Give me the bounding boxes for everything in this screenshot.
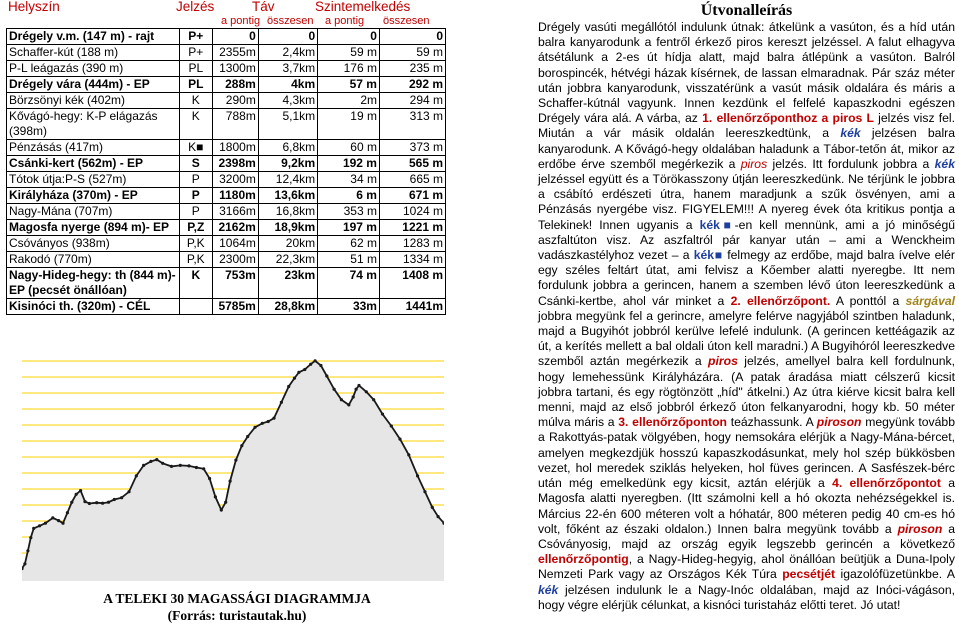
route-table	[6, 28, 446, 315]
elevation-to-point: 74 m	[318, 268, 380, 299]
route-mark: P+	[179, 45, 212, 61]
elevation-total: 565 m	[379, 156, 445, 172]
elevation-total: 665 m	[379, 172, 445, 188]
elevation-point	[88, 502, 91, 505]
route-mark: P+	[179, 29, 212, 45]
distance-to-point: 1064m	[213, 236, 259, 252]
elevation-point	[340, 398, 343, 401]
elevation-point	[44, 522, 47, 525]
elevation-point	[214, 495, 217, 498]
elevation-total: 1408 m	[379, 268, 445, 299]
route-mark: P	[179, 204, 212, 220]
header-szint-osszesen: összesen	[383, 15, 430, 27]
distance-to-point: 0	[213, 29, 259, 45]
elevation-total: 671 m	[379, 188, 445, 204]
elevation-to-point: 353 m	[318, 204, 380, 220]
header-tav-osszesen: összesen	[267, 15, 314, 27]
checkpoint-1: 1. ellenőrzőponthoz a piros L	[702, 111, 874, 126]
route-mark	[179, 299, 212, 315]
distance-total: 3,7km	[258, 61, 317, 77]
route-mark: P	[179, 172, 212, 188]
distance-total: 12,4km	[258, 172, 317, 188]
elevation-point	[319, 364, 322, 367]
elevation-point	[149, 460, 152, 463]
header-helyszin: Helyszín	[8, 0, 60, 14]
elevation-point	[38, 524, 41, 527]
elevation-point	[101, 502, 104, 505]
route-row	[7, 268, 446, 299]
elevation-point	[437, 515, 440, 518]
distance-total: 6,8km	[258, 140, 317, 156]
route-row	[7, 45, 446, 61]
elevation-point	[170, 465, 173, 468]
elevation-total: 1283 m	[379, 236, 445, 252]
checkpoint-4: 4. ellenőrzőpontot	[832, 476, 941, 491]
elevation-point	[267, 420, 270, 423]
route-mark: PL	[179, 61, 212, 77]
distance-total: 5,1km	[258, 109, 317, 140]
elevation-total: 59 m	[379, 45, 445, 61]
elevation-point	[272, 417, 275, 420]
elevation-total: 0	[379, 29, 445, 45]
distance-to-point: 2355m	[213, 45, 259, 61]
route-row	[7, 172, 446, 188]
distance-to-point: 3166m	[213, 204, 259, 220]
route-mark: S	[179, 156, 212, 172]
elevation-point	[26, 549, 29, 552]
route-point-name: Rakodó (770m)	[7, 252, 180, 268]
elevation-point	[431, 506, 434, 509]
elevation-point	[352, 395, 355, 398]
elevation-point	[23, 562, 26, 565]
route-mark: P,K	[179, 236, 212, 252]
route-row	[7, 188, 446, 204]
route-point-name: Magosfa nyerge (894 m)- EP	[7, 220, 180, 236]
chart-caption	[72, 590, 402, 624]
elevation-to-point: 34 m	[318, 172, 380, 188]
elevation-point	[398, 438, 401, 441]
elevation-svg	[22, 355, 444, 581]
elevation-to-point: 192 m	[318, 156, 380, 172]
elevation-point	[407, 453, 410, 456]
elevation-point	[75, 493, 78, 496]
route-point-name: Pénzásás (417m)	[7, 140, 180, 156]
distance-to-point: 1180m	[213, 188, 259, 204]
header-jelzes: Jelzés	[176, 0, 215, 14]
route-row	[7, 109, 446, 140]
elevation-point	[280, 401, 283, 404]
route-point-name: Nagy-Hideg-hegy: th (844 m)-EP (pecsét önállóan)	[7, 268, 180, 299]
route-row	[7, 93, 446, 109]
distance-total: 23km	[258, 268, 317, 299]
distance-to-point: 788m	[213, 109, 259, 140]
caption-source: (Forrás: turistautak.hu)	[167, 608, 307, 623]
description-text: Drégely vasúti megállótól indulunk útnak: átkelünk a vasúton, és a híd után balra kanyarodunk a fentről érkező piros kereszt jelzéssel. A falut elhagyva átsétálunk a 2-es út hídja alatt, majd balra átlépünk a vasúton. Balról borospincék, hétvégi házak kísérnek, de lassan elmaradnak. Pár száz méter után jobbra kanyarodunk, visszatérünk a vasút másik oldalára és máris a Schaffer-kútnál vagyunk. Innen kezdünk el felfelé kapaszkodni egészen Drégely vára alá. A várba, az 1. ellenőrzőponthoz a piros L jelzés visz fel. Miután a vár másik oldalán leereszkedtünk, a kék jelzésen balra kanyarodunk. A Kővágó-hegy oldalában haladunk a Tábor-tetőn át, mikor az erdőbe érve szemből megérkezik a piros jelzés. Itt fordulunk jobbra a kék jelzéssel együtt és a Törökasszony útján leereszkedünk. Ne térjünk le jobbra a csábító erdészeti útra, hanem maradjunk a szűk ösvényen, ami a Pénzásás nyergébe visz. FIGYELEM!!! A nyereg évek óta kritikus pontja a Telekinek! Innen ugyanis a kék■-en kell mennünk, ami a jó minőségű aszfaltúton visz. Az aszfaltról pár kanyar után – ami a Wenckheim vadászkastélyhoz vezet – a kék■ felmegy az erdőbe, majd balra ívelve elér egy széles feltárt útat, ami felvisz a Kőember alatti nyeregbe. Itt nem fordulunk jobbra a gerincen, hanem a szemben lévő úton leereszkedünk a Csánki-kertbe, ahol vár minket a 2. ellenőrzőpont. A ponttól a sárgával jobbra megyünk fel a gerincre, amelyre felérve nagyjából szintben haladunk, majd a Bugyihót jobbról kerülve lefelé indulunk. (A gerincen kettéágazik az út, a kerítés mellett a bal oldali úton kell maradni.) A Bugyihóról leereszkedve szemből aztán megérkezik a piros jelzés, amellyel balra kell fordulnunk, hogy lemehessünk Királyházára. (A patak áradása miatt célszerű kicsit jobbra tartani, és egy rögtönzött „híd" átkelni.) Az útra kiérve kicsit balra kell menni, majd az első jobbról érkező úton felkanyarodni, hogy kb. 50 méter múlva máris a 3. ellenőrzőponton teázhassunk. A piroson megyünk tovább a Rakottyás-patak völgyében, hogy nemsokára elérjük a Nagy-Mána-bércet, amelyen megkezdjük hosszú kapaszkodásunkat, mely hol szép bükkösben vezet, hol meredek sziklás helyeken, hol füves gerincen. A Sasfészek-bérc után még emelkedünk egy kicsit, aztán elérjük a 4. ellenőrzőpontot a Magosfa alatti nyeregben. (Itt számolni kell a hó okozta nehézségekkel is. Március 22-én 600 méteren volt a hóhatár, 800 méteren pedig 40 cm-es hó volt, főként az északi oldalon.) Innen balra megyünk tovább a piroson a Csóványosig, majd az ország egyik legszebb gerincén a következő ellenőrzőpontig, a Nagy-Hideg-hegyig, ahol önállóan beütjük a Duna-Ipoly Nemzeti Park vagy az Országos Kék Túra pecsétjét igazolófüzetünkbe. A kék jelzésen indulunk le a Nagy-Inóc oldalában, majd az Inóci-vágáson, hogy végre elérjük célunkat, a kisnóci turistaház előtti teret. Jó utat!	[538, 20, 956, 612]
elevation-to-point: 6 m	[318, 188, 380, 204]
elevation-point	[357, 384, 360, 387]
distance-to-point: 1300m	[213, 61, 259, 77]
route-point-name: Börzsönyi kék (402m)	[7, 93, 180, 109]
distance-total: 22,3km	[258, 252, 317, 268]
route-mark: K	[179, 268, 212, 299]
elevation-to-point: 2m	[318, 93, 380, 109]
elevation-point	[390, 424, 393, 427]
elevation-point	[51, 516, 54, 519]
route-row	[7, 156, 446, 172]
elevation-point	[202, 467, 205, 470]
elevation-point	[347, 403, 350, 406]
elevation-point	[253, 426, 256, 429]
elevation-point	[325, 374, 328, 377]
route-point-name: Királyháza (370m) - EP	[7, 188, 180, 204]
distance-total: 16,8km	[258, 204, 317, 220]
elevation-to-point: 176 m	[318, 61, 380, 77]
distance-to-point: 753m	[213, 268, 259, 299]
elevation-point	[261, 422, 264, 425]
route-row	[7, 252, 446, 268]
elevation-point	[95, 501, 98, 504]
elevation-point	[234, 459, 237, 462]
elevation-point	[107, 501, 110, 504]
distance-total: 13,6km	[258, 188, 317, 204]
elevation-total: 1024 m	[379, 204, 445, 220]
distance-total: 20km	[258, 236, 317, 252]
elevation-point	[113, 498, 116, 501]
route-row	[7, 61, 446, 77]
elevation-total: 292 m	[379, 77, 445, 93]
elevation-point	[314, 359, 317, 362]
checkpoint-5: ellenőrzőpontig	[538, 552, 629, 567]
elevation-point	[246, 435, 249, 438]
route-point-name: Csánki-kert (562m) - EP	[7, 156, 180, 172]
elevation-total: 313 m	[379, 109, 445, 140]
elevation-to-point: 33m	[318, 299, 380, 315]
elevation-point	[120, 496, 123, 499]
route-row	[7, 29, 446, 45]
route-description	[538, 0, 955, 613]
elevation-point	[224, 501, 227, 504]
route-mark: K	[179, 109, 212, 140]
elevation-point	[372, 398, 375, 401]
route-point-name: Drégely vára (444m) - EP	[7, 77, 180, 93]
checkpoint-3: 3. ellenőrzőponton	[618, 415, 727, 430]
elevation-point	[29, 536, 32, 539]
elevation-point	[355, 388, 358, 391]
elevation-to-point: 0	[318, 29, 380, 45]
elevation-point	[66, 511, 69, 514]
route-mark: K■	[179, 140, 212, 156]
elevation-chart	[22, 355, 444, 581]
elevation-total: 1441m	[379, 299, 445, 315]
elevation-point	[70, 501, 73, 504]
elevation-point	[179, 464, 182, 467]
elevation-point	[293, 377, 296, 380]
distance-total: 4,3km	[258, 93, 317, 109]
elevation-point	[32, 527, 35, 530]
elevation-point	[61, 522, 64, 525]
elevation-point	[381, 413, 384, 416]
elevation-to-point: 60 m	[318, 140, 380, 156]
elevation-to-point: 19 m	[318, 109, 380, 140]
elevation-point	[309, 363, 312, 366]
elevation-to-point: 59 m	[318, 45, 380, 61]
route-mark: PL	[179, 77, 212, 93]
elevation-point	[229, 480, 232, 483]
caption-title: A TELEKI 30 MAGASSÁGI DIAGRAMMJA	[103, 591, 371, 606]
checkpoint-2: 2. ellenőrzőpont.	[730, 293, 831, 308]
route-point-name: Schaffer-kút (188 m)	[7, 45, 180, 61]
header-tav-apontig: a pontig	[221, 15, 261, 27]
distance-to-point: 1800m	[213, 140, 259, 156]
elevation-point	[195, 466, 198, 469]
header-szintemelkedes: Szintemelkedés	[315, 0, 411, 14]
elevation-point	[303, 368, 306, 371]
elevation-to-point: 62 m	[318, 236, 380, 252]
distance-total: 18,9km	[258, 220, 317, 236]
distance-total: 9,2km	[258, 156, 317, 172]
route-row	[7, 220, 446, 236]
elevation-point	[240, 444, 243, 447]
route-mark: P,K	[179, 252, 212, 268]
route-point-name: P-L leágazás (390 m)	[7, 61, 180, 77]
route-point-name: Nagy-Mána (707m)	[7, 204, 180, 220]
distance-to-point: 3200m	[213, 172, 259, 188]
distance-total: 2,4km	[258, 45, 317, 61]
route-mark: K	[179, 93, 212, 109]
distance-to-point: 288m	[213, 77, 259, 93]
distance-total: 4km	[258, 77, 317, 93]
route-row	[7, 204, 446, 220]
elevation-total: 235 m	[379, 61, 445, 77]
elevation-point	[297, 371, 300, 374]
elevation-total: 1334 m	[379, 252, 445, 268]
elevation-point	[127, 490, 130, 493]
description-title: Útvonalleírás	[700, 2, 793, 19]
elevation-point	[142, 464, 145, 467]
elevation-point	[423, 490, 426, 493]
elevation-point	[57, 519, 60, 522]
elevation-point	[79, 489, 82, 492]
distance-to-point: 290m	[213, 93, 259, 109]
elevation-point	[155, 458, 158, 461]
route-point-name: Tótok útja:P-S (527m)	[7, 172, 180, 188]
elevation-point	[365, 390, 368, 393]
route-row	[7, 299, 446, 315]
distance-to-point: 2300m	[213, 252, 259, 268]
route-point-name: Drégely v.m. (147 m) - rajt	[7, 29, 180, 45]
distance-to-point: 2162m	[213, 220, 259, 236]
elevation-point	[187, 464, 190, 467]
distance-total: 28,8km	[258, 299, 317, 315]
route-mark: P	[179, 188, 212, 204]
elevation-point	[161, 462, 164, 465]
elevation-total: 373 m	[379, 140, 445, 156]
header-szint-apontig: a pontig	[325, 15, 365, 27]
elevation-total: 294 m	[379, 93, 445, 109]
elevation-total: 1221 m	[379, 220, 445, 236]
elevation-to-point: 51 m	[318, 252, 380, 268]
header-tav: Táv	[252, 0, 275, 14]
route-row	[7, 140, 446, 156]
distance-to-point: 5785m	[213, 299, 259, 315]
elevation-to-point: 197 m	[318, 220, 380, 236]
elevation-point	[208, 477, 211, 480]
elevation-to-point: 57 m	[318, 77, 380, 93]
elevation-point	[333, 388, 336, 391]
elevation-point	[83, 500, 86, 503]
distance-to-point: 2398m	[213, 156, 259, 172]
elevation-point	[135, 474, 138, 477]
route-row	[7, 77, 446, 93]
stamp-text: pecsétjét	[782, 567, 836, 582]
elevation-point	[287, 385, 290, 388]
distance-total: 0	[258, 29, 317, 45]
route-point-name: Kisinóci th. (320m) - CÉL	[7, 299, 180, 315]
route-mark: P,Z	[179, 220, 212, 236]
route-row	[7, 236, 446, 252]
left-panel	[0, 0, 446, 629]
route-point-name: Csóványos (938m)	[7, 236, 180, 252]
route-point-name: Kővágó-hegy: K-P elágazás (398m)	[7, 109, 180, 140]
elevation-point	[220, 508, 223, 511]
elevation-point	[416, 474, 419, 477]
